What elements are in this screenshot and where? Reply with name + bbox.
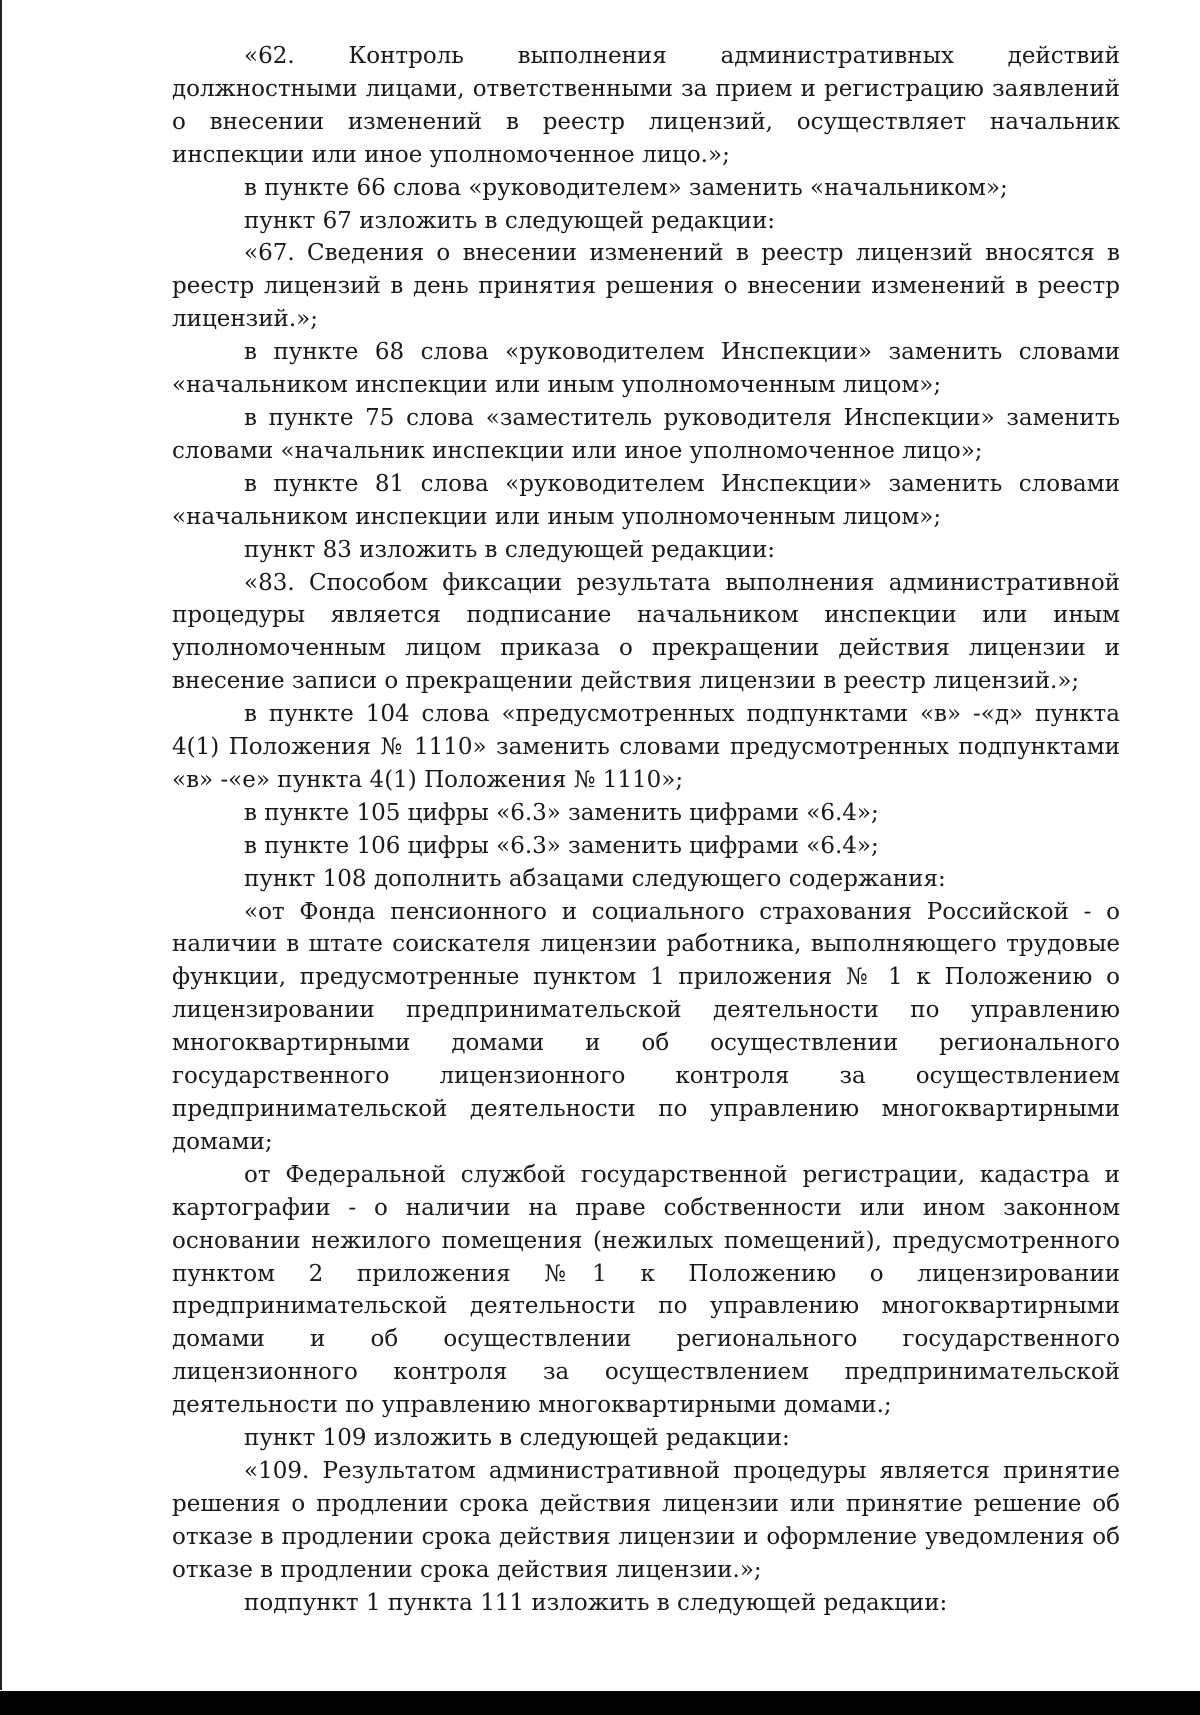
scan-bottom-bar: [0, 1691, 1200, 1715]
paragraph-item-106: в пункте 106 цифры «6.3» заменить цифрами «6.4»;: [244, 832, 879, 859]
paragraph-item-67-intro: пункт 67 изложить в следующей редакции:: [244, 207, 776, 234]
paragraph-108-rosreestr: от Федеральной службой государственной регистрации, кадастра и картографии - о наличии на праве собственности или ином законном основании нежилого помещения (нежилых помещений), предусмотренного пунктом 2 приложения №1 к Положению о лицензировании предпринимательской деятельности по управлению многоквартирными домами и об осуществлении регионального государственного лицензионного контроля за осуществлением предпринимательской деятельности по управлению многоквартирными домами.;: [172, 1161, 1120, 1419]
scan-left-edge: [0, 0, 2, 1690]
paragraph-item-81: в пункте 81 слова «руководителем Инспекции» заменить словами «начальником инспекции или иным уполномоченным лицом»;: [172, 470, 1120, 530]
paragraph-item-66: в пункте 66 слова «руководителем» заменить «начальником»;: [244, 174, 1008, 201]
paragraph-109: «109. Результатом административной процедуры является принятие решения о продлении срока действия лицензии или принятие решение об отказе в продлении срока действия лицензии и оформление уведомления об отказе в продлении срока действия лицензии.»;: [172, 1457, 1120, 1583]
document-body: [172, 40, 1120, 1620]
paragraph-item-104: в пункте 104 слова «предусмотренных подпунктами «в» -«д» пункта 4(1) Положения № 1110» заменить словами предусмотренных подпунктами «в» -«е» пункта 4(1) Положения № 1110»;: [172, 701, 1120, 793]
paragraph-108-pension-fund: «от Фонда пенсионного и социального страхования Российской - о наличии в штате соискателя лицензии работника, выполняющего трудовые функции, предусмотренные пунктом 1 приложения № 1 к Положению о лицензировании предпринимательской деятельности по управлению многоквартирными домами и об осуществлении регионального государственного лицензионного контроля за осуществлением предпринимательской деятельности по управлению многоквартирными домами;: [172, 898, 1120, 1155]
paragraph-item-68: в пункте 68 слова «руководителем Инспекции» заменить словами «начальником инспекции или иным уполномоченным лицом»;: [172, 339, 1120, 399]
paragraph-item-83-intro: пункт 83 изложить в следующей редакции:: [244, 536, 776, 563]
paragraph-item-109-intro: пункт 109 изложить в следующей редакции:: [244, 1425, 790, 1452]
paragraph-67: «67. Сведения о внесении изменений в реестр лицензий вносятся в реестр лицензий в день принятия решения о внесении изменений в реестр лицензий.»;: [172, 240, 1120, 333]
paragraph-item-105: в пункте 105 цифры «6.3» заменить цифрами «6.4»;: [244, 799, 879, 826]
paragraph-62: «62. Контроль выполнения административных действий должностными лицами, ответственными за прием и регистрацию заявлений о внесении изменений в реестр лицензий, осуществляет начальник инспекции или иное уполномоченное лицо.»;: [172, 43, 1120, 168]
paragraph-83: «83. Способом фиксации результата выполнения административной процедуры является подписание начальником инспекции или иным уполномоченным лицом приказа о прекращении действия лицензии и внесение записи о прекращении действия лицензии в реестр лицензий.»;: [172, 569, 1120, 695]
paragraph-item-111: подпункт 1 пункта 111 изложить в следующей редакции:: [244, 1589, 948, 1616]
paragraph-item-108-intro: пункт 108 дополнить абзацами следующего содержания:: [244, 865, 946, 892]
paragraph-item-75: в пункте 75 слова «заместитель руководителя Инспекции» заменить словами «начальник инспекции или иное уполномоченное лицо»;: [172, 404, 1120, 464]
